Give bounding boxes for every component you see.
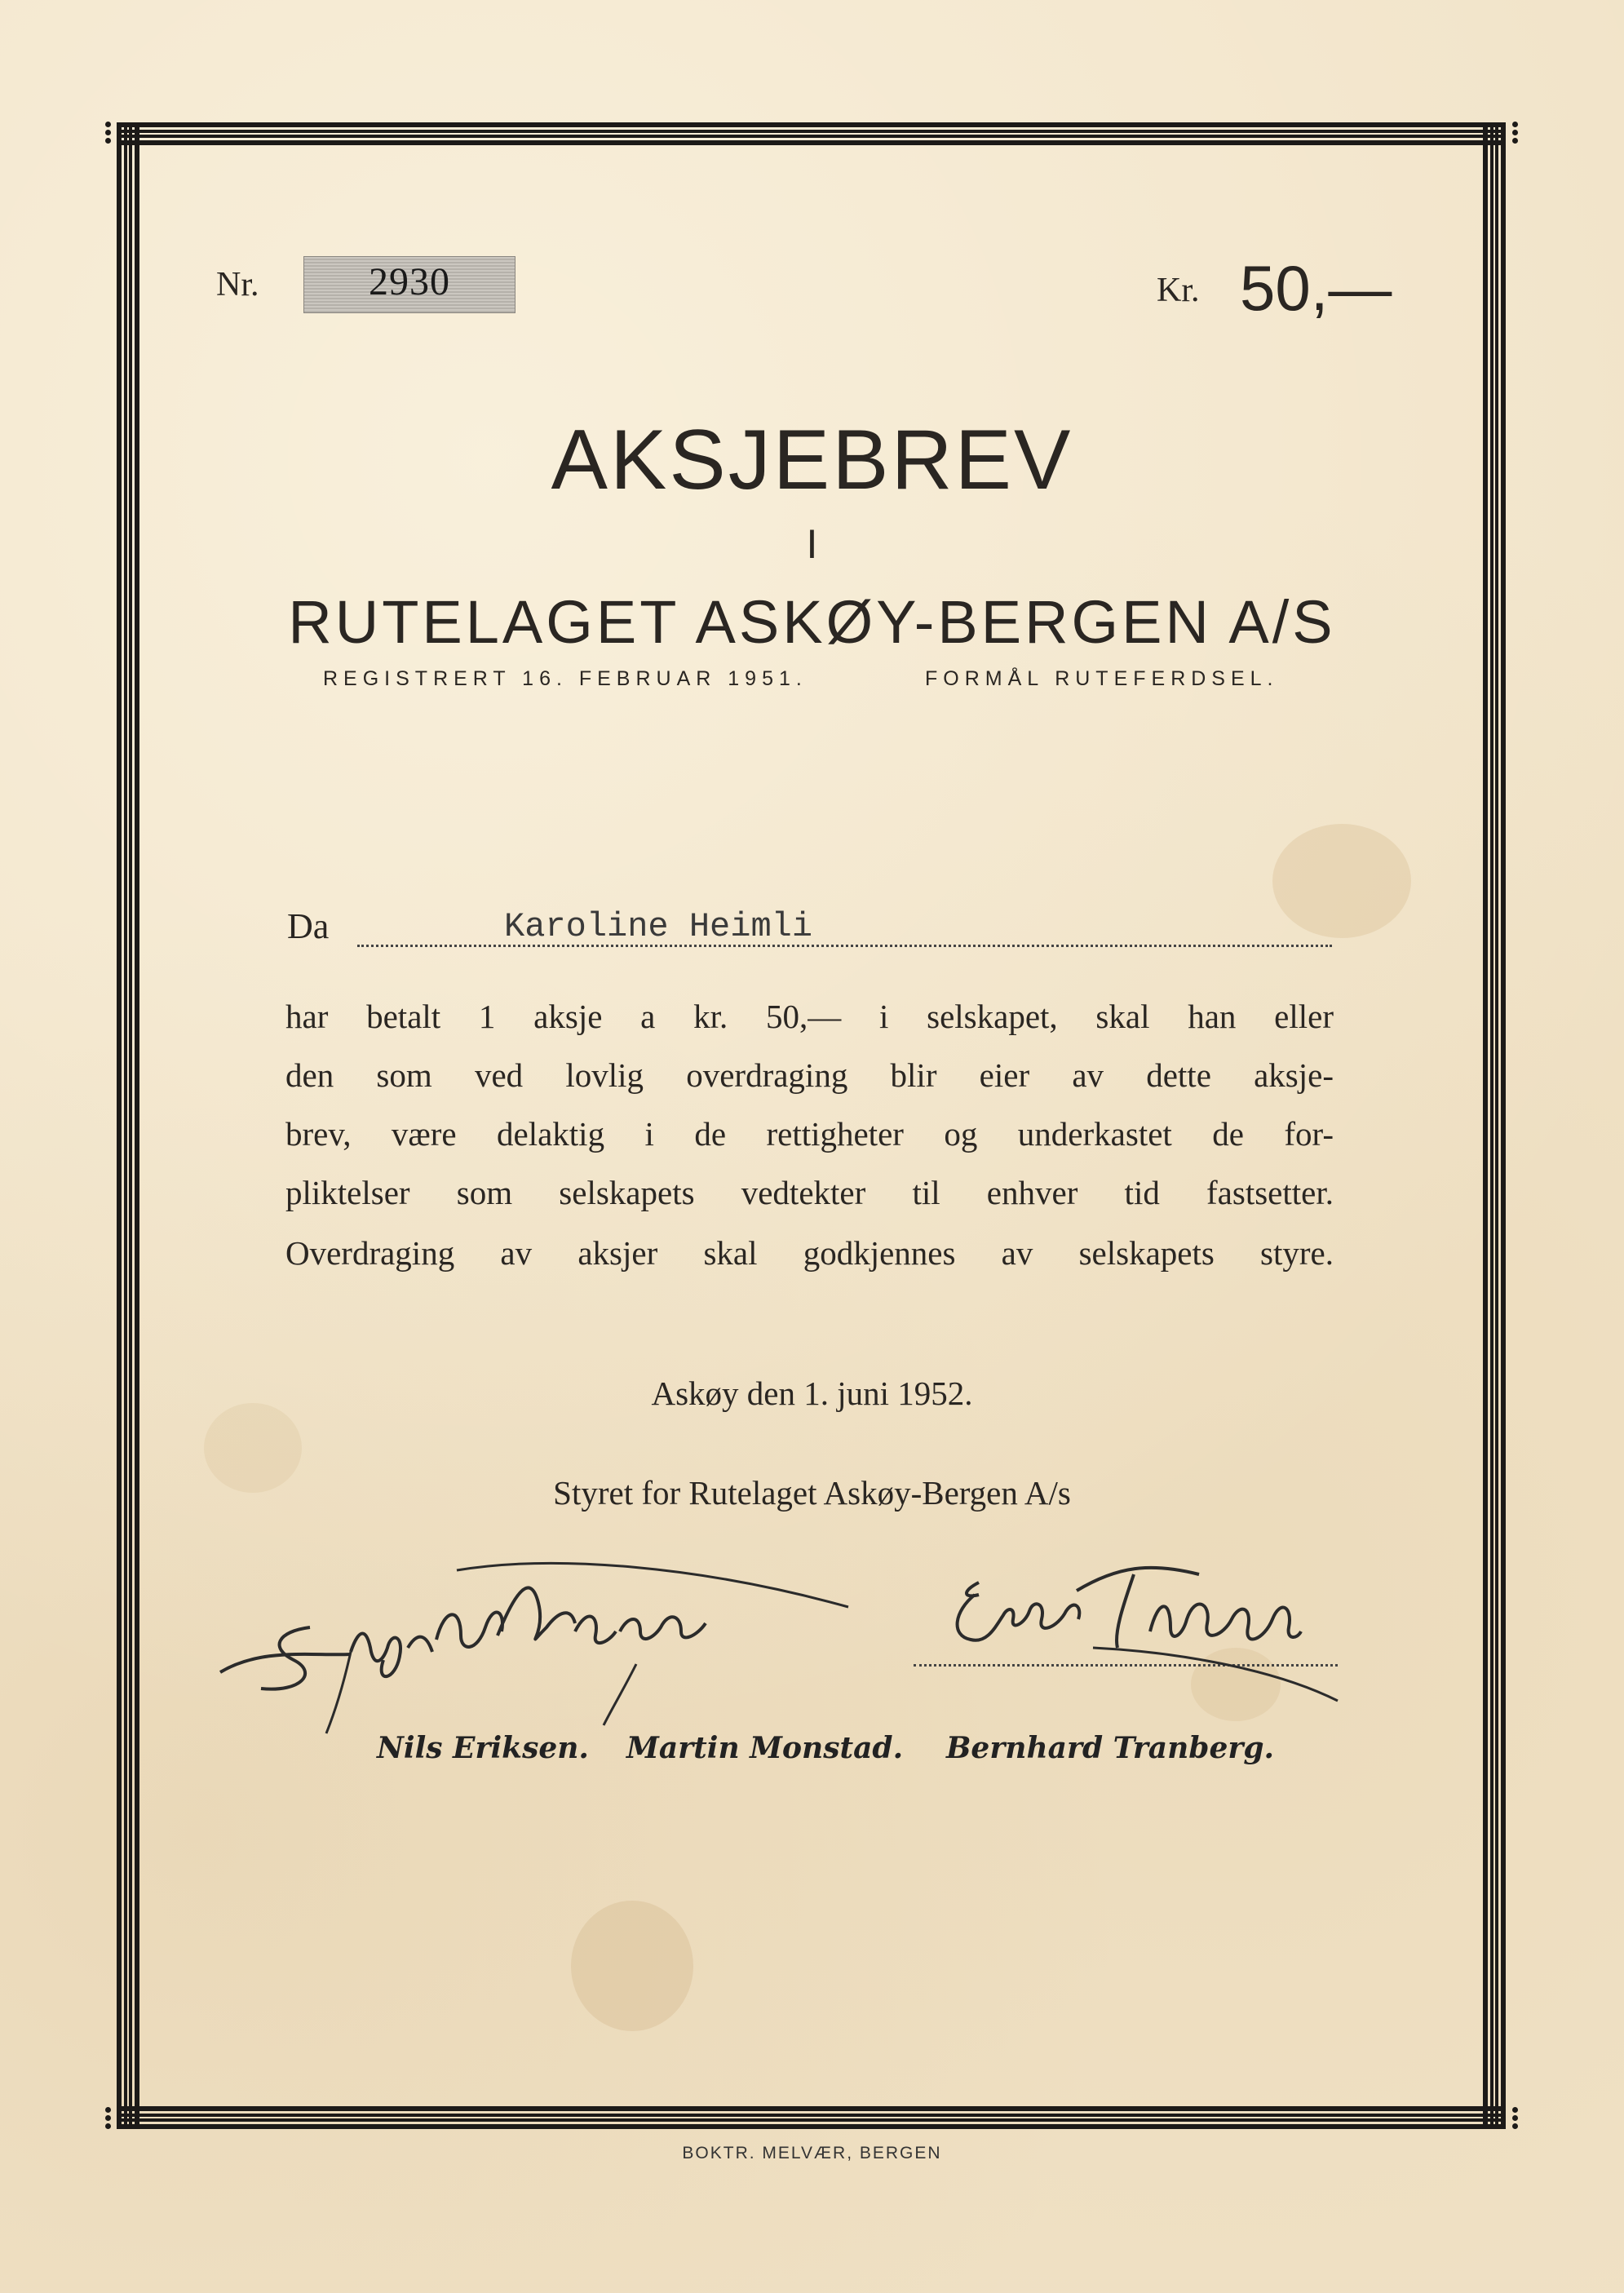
printed-name-2: Martin Monstad. xyxy=(626,1731,904,1765)
body-line: den som ved lovlig overdraging blir eier av dette aksje- xyxy=(285,1056,1334,1094)
border-bottom xyxy=(117,2106,1506,2129)
signature-right xyxy=(930,1558,1387,1729)
place-and-date: Askøy den 1. juni 1952. xyxy=(651,1374,973,1412)
printed-name-1: Nils Eriksen. xyxy=(377,1731,589,1765)
registration-date: REGISTRERT 16. FEBRUAR 1951. xyxy=(323,667,808,690)
border-top xyxy=(117,122,1506,145)
title-preposition: I xyxy=(806,521,818,567)
body-line: brev, være delaktig i de rettigheter og underkastet de for- xyxy=(285,1115,1334,1153)
number-label: Nr. xyxy=(216,266,259,303)
certificate-body xyxy=(285,987,1334,1222)
amount-label: Kr. xyxy=(1157,272,1200,309)
certificate-number: 2930 xyxy=(369,260,450,303)
signature-left xyxy=(212,1550,865,1754)
printed-name-3: Bernhard Tranberg. xyxy=(946,1731,1275,1765)
holder-label: Da xyxy=(287,906,330,946)
share-amount: 50,— xyxy=(1240,252,1392,324)
document-title: AKSJEBREV xyxy=(551,413,1073,507)
holder-name: Karoline Heimli xyxy=(504,907,813,946)
corner-ornament xyxy=(102,119,113,147)
corner-ornament xyxy=(1509,2105,1520,2132)
transfer-note: Overdraging av aksjer skal godkjennes av selskapets styre. xyxy=(285,1234,1334,1272)
board-line: Styret for Rutelaget Askøy-Bergen A/s xyxy=(553,1474,1071,1512)
corner-ornament xyxy=(102,2105,113,2132)
company-name: RUTELAGET ASKØY-BERGEN A/S xyxy=(288,588,1336,656)
printer-imprint: BOKTR. MELVÆR, BERGEN xyxy=(682,2144,942,2162)
company-purpose: FORMÅL RUTEFERDSEL. xyxy=(925,667,1279,690)
body-line: har betalt 1 aksje a kr. 50,— i selskapet, skal han eller xyxy=(285,998,1334,1035)
body-line: pliktelser som selskapets vedtekter til enhver tid fastsetter. xyxy=(285,1174,1334,1211)
corner-ornament xyxy=(1509,119,1520,147)
